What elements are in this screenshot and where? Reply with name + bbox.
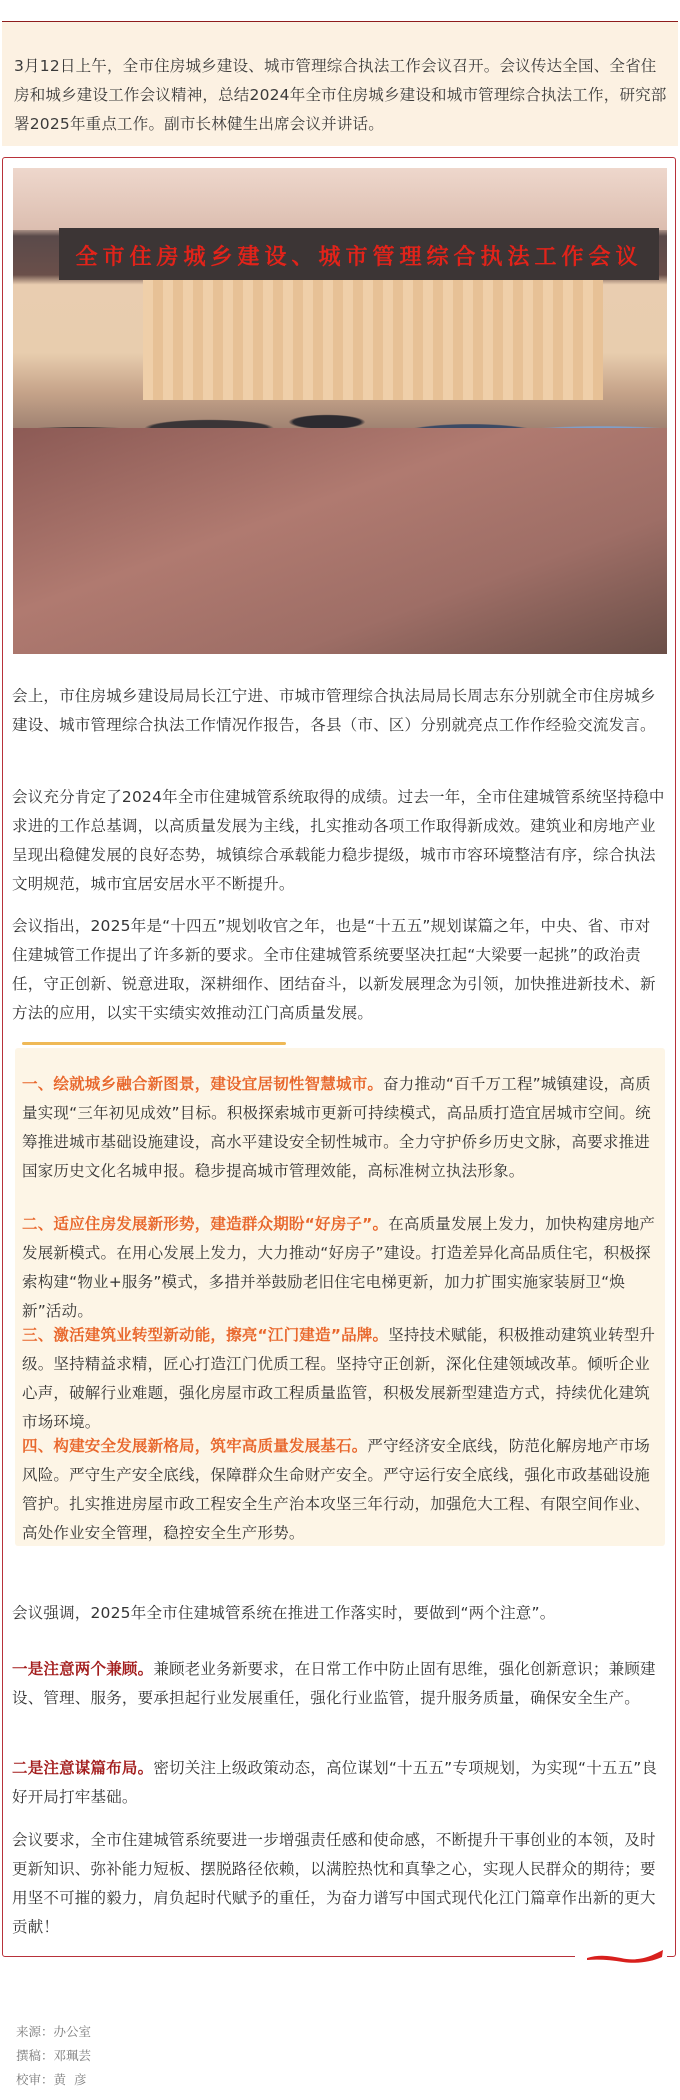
key-point-3-body: 坚持技术赋能，积极推动建筑业转型升级。坚持精益求精，匠心打造江门优质工程。坚持守正创新，深化住建领域改革。倾听企业心声，破解行业难题，强化房屋市政工程质量监管，积极发展新型建造方式，持续优化建筑市场环境。 [22,1326,656,1431]
footer-source: 来源：办公室 [16,2024,92,2039]
led-banner [59,228,659,280]
key-point-4 [22,1432,658,1548]
notice-1 [12,1655,666,1713]
paragraph-emphasis: 会议强调，2025年全市住建城管系统在推进工作落实时，要做到“两个注意”。 [12,1604,556,1622]
photo-conference-table [13,428,667,654]
footer-reviewer: 校审：黄 彦 [16,2072,87,2087]
section-accent-bar [22,1042,286,1045]
paragraph-reports: 会上，市住房城乡建设局局长江宁进、市城市管理综合执法局局长周志东分别就全市住房城乡建设、城市管理综合执法工作情况作报告，各县（市、区）分别就亮点工作作经验交流发言。 [12,687,656,734]
notice-1-body: 兼顾老业务新要求，在日常工作中防止固有思维，强化创新意识；兼顾建设、管理、服务，要承担起行业发展重任，强化行业监管，提升服务质量，确保安全生产。 [12,1660,656,1707]
key-point-1 [22,1070,658,1186]
notice-2 [12,1754,666,1812]
banner-text: 全市住房城乡建设、城市管理综合执法工作会议 [75,245,643,270]
key-point-3-heading: 三、激活建筑业转型新动能，擦亮“江门建造”品牌。 [22,1326,389,1344]
notice-2-heading: 二是注意谋篇布局。 [12,1759,154,1777]
key-point-2-heading: 二、适应住房发展新形势，建造群众期盼“好房子”。 [22,1215,389,1233]
key-point-2-body: 在高质量发展上发力，加快构建房地产发展新模式。在用心发展上发力，大力推动“好房子”建设。打造差异化高品质住宅，积极探索构建“物业+服务”模式，多措并举鼓励老旧住宅电梯更新，加力扩围实施家装厨卫“焕新”活动。 [22,1215,656,1320]
intro-text: 3月12日上午，全市住房城乡建设、城市管理综合执法工作会议召开。会议传达全国、全省住房和城乡建设工作会议精神，总结2024年全市住房城乡建设和城市管理综合执法工作，研究部署2025年重点工作。副市长林健生出席会议并讲话。 [14,57,667,133]
meeting-photo [13,168,667,654]
notice-2-body: 密切关注上级政策动态，高位谋划“十五五”专项规划，为实现“十五五”良好开局打牢基础。 [12,1759,658,1806]
paragraph-requirements: 会议指出，2025年是“十四五”规划收官之年，也是“十五五”规划谋篇之年，中央、省、市对住建城管工作提出了许多新的要求。全市住建城管系统要坚决扛起“大梁要一起挑”的政治责任，守正创新、锐意进取，深耕细作、团结奋斗，以新发展理念为引领，加快推进新技术、新方法的应用，以实干实绩实效推动江门高质量发展。 [12,917,656,1022]
red-brush-stroke-icon [585,1948,665,1966]
notice-1-heading: 一是注意两个兼顾。 [12,1660,154,1678]
key-point-2 [22,1210,658,1326]
photo-ceiling [13,168,667,230]
key-point-1-heading: 一、绘就城乡融合新图景，建设宜居韧性智慧城市。 [22,1075,384,1093]
article-footer [16,2020,91,2092]
key-point-1-body: 奋力推动“百千万工程”城镇建设，高质量实现“三年初见成效”目标。积极探索城市更新可持续模式，高品质打造宜居城市空间。统筹推进城市基础设施建设，高水平建设安全韧性城市。全力守护侨乡历史文脉，高要求推进国家历史文化名城申报。稳步提高城市管理效能，高标准树立执法形象。 [22,1075,651,1180]
key-point-4-body: 严守经济安全底线，防范化解房地产市场风险。严守生产安全底线，保障群众生命财产安全。严守运行安全底线，强化市政基础设施管护。扎实推进房屋市政工程安全生产治本攻坚三年行动，加强危大工程、有限空间作业、高处作业安全管理，稳控安全生产形势。 [22,1437,651,1542]
paragraph-achievements: 会议充分肯定了2024年全市住建城管系统取得的成绩。过去一年，全市住建城管系统坚持稳中求进的工作总基调，以高质量发展为主线，扎实推动各项工作取得新成效。建筑业和房地产业呈现出稳健发展的良好态势，城镇综合承载能力稳步提级，城市市容环境整洁有序，综合执法文明规范，城市宜居安居水平不断提升。 [12,788,665,893]
key-point-3 [22,1321,658,1437]
intro-summary-box [2,22,678,146]
paragraph-closing: 会议要求，全市住建城管系统要进一步增强责任感和使命感，不断提升干事创业的本领，及时更新知识、弥补能力短板、摆脱路径依赖，以满腔热忱和真挚之心，实现人民群众的期待；要用坚不可摧的毅力，肩负起时代赋予的重任，为奋力谱写中国式现代化江门篇章作出新的更大贡献！ [12,1831,656,1936]
footer-author: 撰稿：邓珮芸 [16,2048,92,2063]
key-point-4-heading: 四、构建安全发展新格局，筑牢高质量发展基石。 [22,1437,368,1455]
